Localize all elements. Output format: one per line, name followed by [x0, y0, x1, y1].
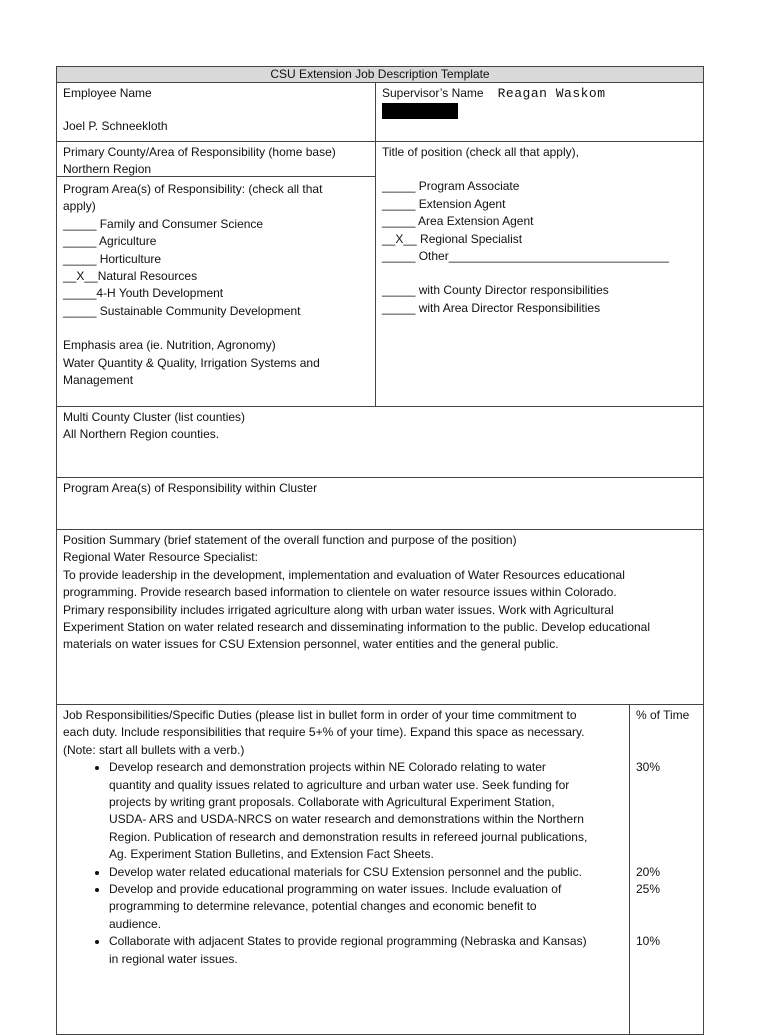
duties-header-3: (Note: start all bullets with a verb.): [63, 742, 245, 757]
duty-3-line: programming to determine relevance, potential changes and economic benefit to: [109, 899, 537, 914]
cluster-program-label: Program Area(s) of Responsibility within Cluster: [63, 481, 318, 495]
job-responsibilities-cell: [56, 704, 630, 1035]
supervisor-cell: [375, 82, 704, 142]
title-of-position-cell: [375, 141, 704, 407]
cluster-value: All Northern Region counties.: [63, 427, 220, 442]
duty-item: [109, 933, 623, 968]
percent-time-cell: [629, 704, 704, 1035]
cluster-label: Multi County Cluster (list counties): [63, 410, 246, 424]
position-summary-cell: [56, 529, 704, 705]
template-title-text: CSU Extension Job Description Template: [270, 67, 490, 81]
emphasis-value-2: Management: [63, 373, 134, 388]
program-option-4h-youth: _____4-H Youth Development: [63, 286, 224, 301]
duty-3-line: • Develop and provide educational programming on water issues. Include evaluation of: [109, 882, 562, 897]
duty-item: [109, 881, 623, 933]
duties-header-2: each duty. Include responsibilities that require 5+% of your time). Expand this space as necessary.: [63, 725, 585, 740]
duties-list: [63, 759, 623, 968]
employee-name-value: Joel P. Schneekloth: [63, 119, 168, 134]
redacted-signature-block: [382, 103, 458, 119]
duty-4-percent: 10%: [636, 934, 661, 948]
program-areas-label-2: apply): [63, 199, 96, 214]
position-extra-county-director: _____ with County Director responsibilities: [382, 283, 609, 298]
summary-subtitle: Regional Water Resource Specialist:: [63, 550, 258, 565]
duty-4-line: in regional water issues.: [109, 951, 238, 966]
emphasis-label: Emphasis area (ie. Nutrition, Agronomy): [63, 338, 276, 353]
summary-line-3: Primary responsibility includes irrigated agriculture along with urban water issues. Work with Agricultural: [63, 602, 614, 617]
duty-3-percent: 25%: [636, 882, 661, 896]
duty-1-line: quantity and quality issues related to agriculture and urban water use. Seek funding for: [109, 777, 570, 792]
primary-area-cell: [56, 141, 376, 177]
duty-2-percent: 20%: [636, 865, 661, 879]
summary-line-5: materials on water issues for CSU Extension personnel, water entities and the general public.: [63, 637, 559, 652]
position-option-other: _____ Other_________________________________: [382, 249, 669, 264]
duty-1-line: Ag. Experiment Station Bulletins, and Extension Fact Sheets.: [109, 847, 434, 862]
duty-1-line: Region. Publication of research and demonstration results in refereed journal publications,: [109, 829, 588, 844]
summary-line-4: Experiment Station on water related research and disseminating information to the public. Develop educational: [63, 620, 651, 635]
duty-3-line: audience.: [109, 916, 162, 931]
program-option-horticulture: _____ Horticulture: [63, 251, 162, 266]
position-option-regional-specialist: __X__ Regional Specialist: [382, 231, 523, 246]
employee-name-label: Employee Name: [63, 86, 152, 100]
duty-1-line: USDA- ARS and USDA-NRCS on water research and demonstrations within the Northern: [109, 812, 584, 827]
cluster-program-cell: [56, 477, 704, 530]
position-option-extension-agent: _____ Extension Agent: [382, 196, 506, 211]
position-extra-area-director: _____ with Area Director Responsibilities: [382, 300, 601, 315]
program-areas-cell: [56, 176, 376, 407]
position-option-area-extension-agent: _____ Area Extension Agent: [382, 214, 534, 229]
program-areas-label-1: Program Area(s) of Responsibility: (check all that: [63, 182, 323, 196]
program-option-family-consumer-science: _____ Family and Consumer Science: [63, 216, 264, 231]
duty-1-line: projects by writing grant proposals. Collaborate with Agricultural Experiment Station,: [109, 795, 555, 810]
duty-4-line: • Collaborate with adjacent States to provide regional programming (Nebraska and Kansas): [109, 934, 587, 949]
duties-header-1: Job Responsibilities/Specific Duties (please list in bullet form in order of your time commitment to: [63, 708, 577, 722]
template-title: [56, 66, 704, 83]
supervisor-value: Reagan Waskom: [497, 86, 606, 101]
primary-area-label: Primary County/Area of Responsibility (home base): [63, 145, 336, 159]
summary-label: Position Summary (brief statement of the overall function and purpose of the position): [63, 533, 517, 547]
duty-item: [109, 759, 623, 863]
primary-area-value: Northern Region: [63, 162, 152, 177]
summary-line-1: To provide leadership in the development, implementation and evaluation of Water Resources educational: [63, 567, 625, 582]
duty-item: [109, 864, 623, 881]
supervisor-label: Supervisor’s Name: [382, 86, 484, 100]
emphasis-value-1: Water Quantity & Quality, Irrigation Systems and: [63, 355, 320, 370]
multi-county-cluster-cell: [56, 406, 704, 478]
program-option-agriculture: _____ Agriculture: [63, 234, 157, 249]
program-option-natural-resources: __X__Natural Resources: [63, 269, 198, 284]
duty-1-line: • Develop research and demonstration projects within NE Colorado relating to water: [109, 760, 546, 775]
program-option-sustainable-community: _____ Sustainable Community Development: [63, 303, 301, 318]
position-option-program-associate: _____ Program Associate: [382, 179, 520, 194]
title-of-position-label: Title of position (check all that apply),: [382, 145, 579, 159]
summary-line-2: programming. Provide research based information to clientele on water resource issues within Colorado.: [63, 585, 617, 600]
duty-1-percent: 30%: [636, 760, 661, 774]
duty-2-line: • Develop water related educational materials for CSU Extension personnel and the public.: [109, 864, 582, 879]
percent-time-header: % of Time: [636, 708, 690, 722]
employee-name-cell: [56, 82, 376, 142]
